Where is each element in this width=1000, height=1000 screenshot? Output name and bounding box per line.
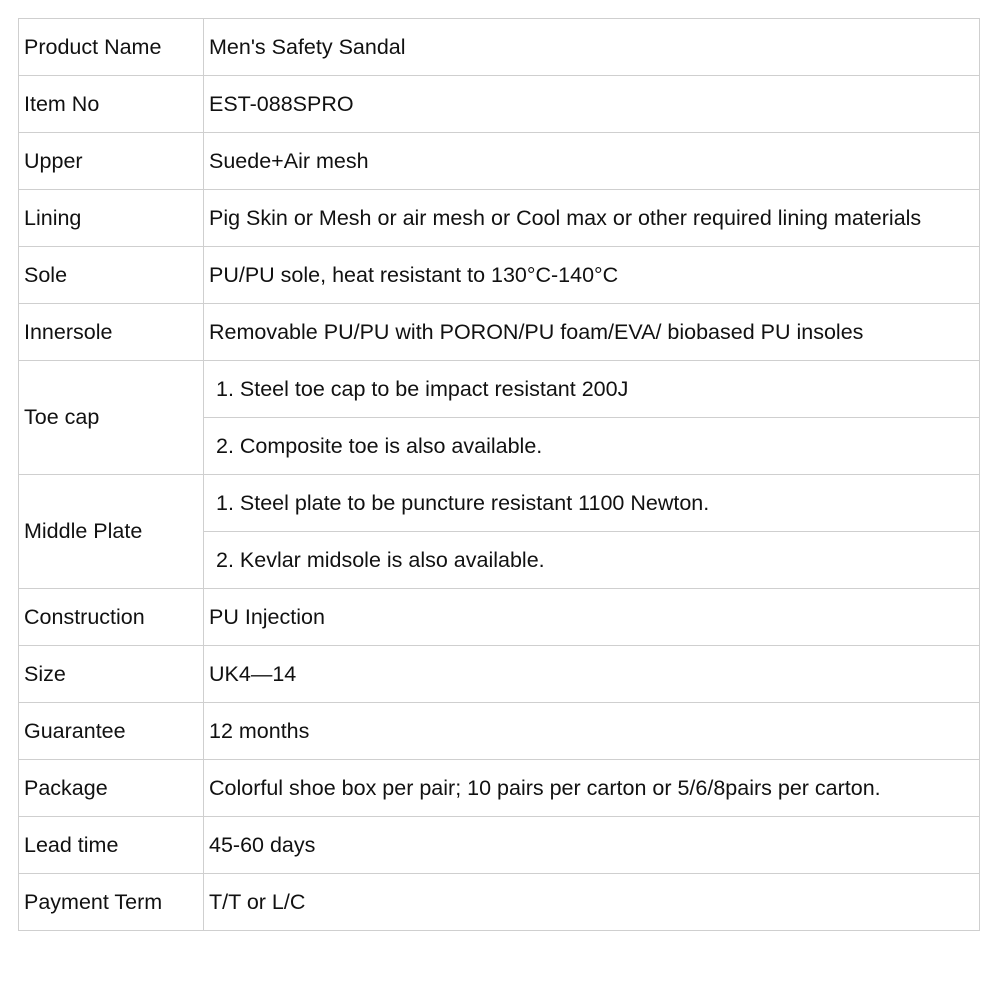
table-row-sole [19, 247, 980, 304]
row-value: Colorful shoe box per pair; 10 pairs per carton or 5/6/8pairs per carton. [204, 760, 980, 817]
row-label: Construction [19, 589, 204, 646]
row-value: Pig Skin or Mesh or air mesh or Cool max or other required lining materials [204, 190, 980, 247]
row-value: PU Injection [204, 589, 980, 646]
table-row-lead-time [19, 817, 980, 874]
row-label: Product Name [19, 19, 204, 76]
row-value: EST-088SPRO [204, 76, 980, 133]
row-label: Upper [19, 133, 204, 190]
row-value: 2. Composite toe is also available. [204, 418, 980, 475]
table-row-product-name [19, 19, 980, 76]
table-row-item-no [19, 76, 980, 133]
row-label: Toe cap [19, 361, 204, 475]
table-row-guarantee [19, 703, 980, 760]
table-row-innersole [19, 304, 980, 361]
table-row-upper [19, 133, 980, 190]
table-row-toe-cap [19, 361, 980, 418]
table-row-size [19, 646, 980, 703]
row-label: Package [19, 760, 204, 817]
table-row-middle-plate [19, 475, 980, 532]
table-row-lining [19, 190, 980, 247]
row-value: 45-60 days [204, 817, 980, 874]
row-label: Payment Term [19, 874, 204, 931]
row-value: Men's Safety Sandal [204, 19, 980, 76]
table-row-payment-term [19, 874, 980, 931]
row-value: Removable PU/PU with PORON/PU foam/EVA/ biobased PU insoles [204, 304, 980, 361]
row-value: PU/PU sole, heat resistant to 130°C-140°C [204, 247, 980, 304]
row-value: T/T or L/C [204, 874, 980, 931]
product-spec-table [18, 18, 980, 931]
row-label: Sole [19, 247, 204, 304]
row-label: Innersole [19, 304, 204, 361]
row-label: Guarantee [19, 703, 204, 760]
row-label: Lining [19, 190, 204, 247]
row-value: Suede+Air mesh [204, 133, 980, 190]
row-label: Item No [19, 76, 204, 133]
row-value: 1. Steel toe cap to be impact resistant 200J [204, 361, 980, 418]
row-label: Lead time [19, 817, 204, 874]
row-value: 12 months [204, 703, 980, 760]
table-row-construction [19, 589, 980, 646]
table-row-package [19, 760, 980, 817]
row-label: Middle Plate [19, 475, 204, 589]
row-value: UK4—14 [204, 646, 980, 703]
row-label: Size [19, 646, 204, 703]
row-value: 2. Kevlar midsole is also available. [204, 532, 980, 589]
row-value: 1. Steel plate to be puncture resistant 1100 Newton. [204, 475, 980, 532]
